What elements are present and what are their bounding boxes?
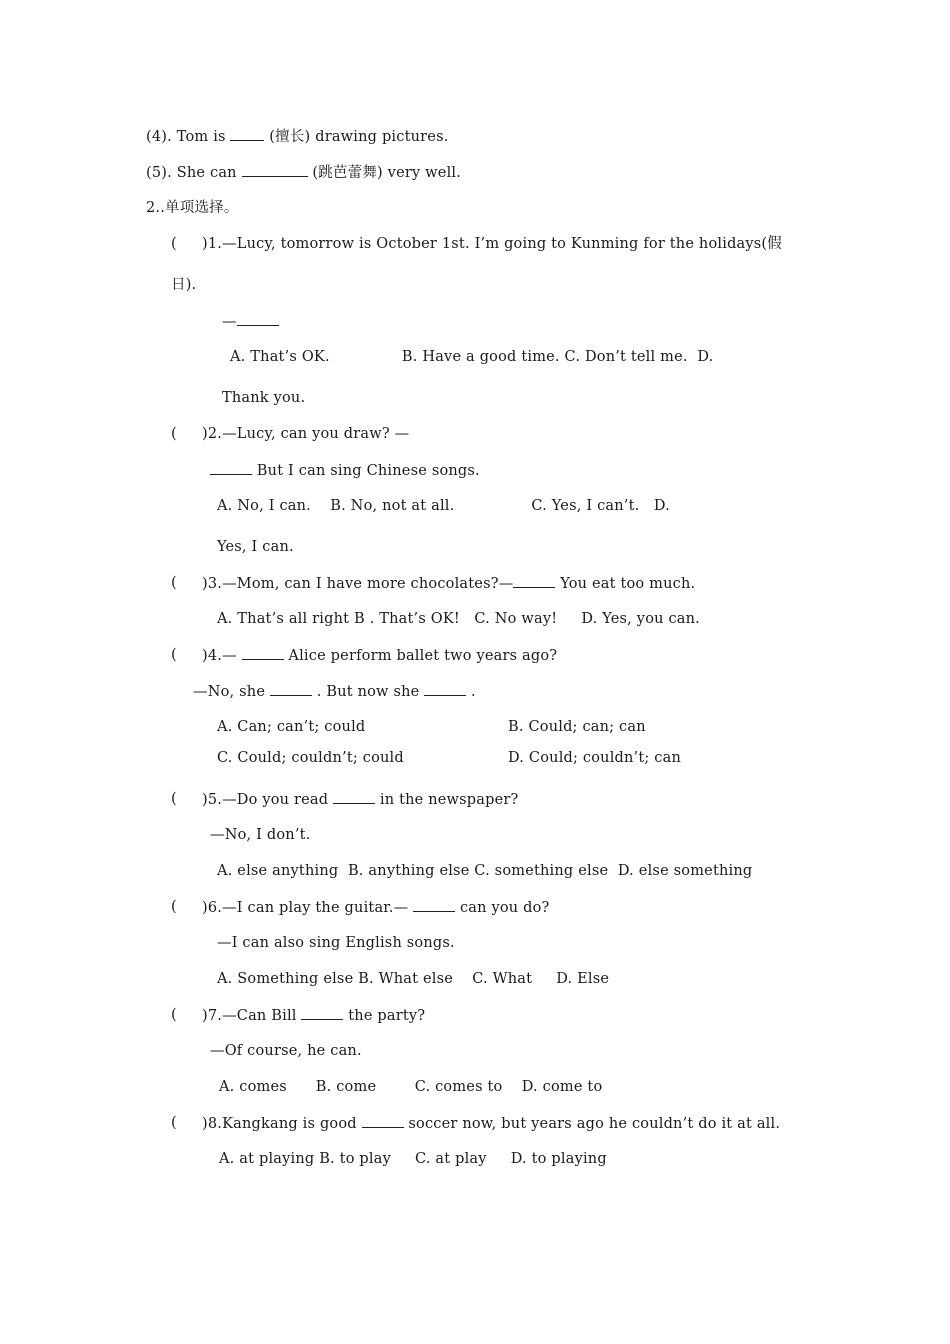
question-6-stem: [202, 897, 550, 918]
stem-text: )6.—I can play the guitar.—: [202, 900, 414, 916]
reply-text: . But now she: [311, 684, 425, 700]
stem-text: )8.Kangkang is good: [202, 1116, 362, 1132]
question-1-answer-line: [222, 311, 279, 332]
question-1-stem: )1.—Lucy, tomorrow is October 1st. I’m going to Kunming for the holidays(假: [202, 236, 782, 252]
question-2-stem-cont: [210, 460, 480, 481]
stem-text: )4.—: [202, 648, 242, 664]
stem-text: soccer now, but years ago he couldn’t do it at all.: [403, 1116, 781, 1132]
question-4-option-b: B. Could; can; can: [508, 719, 646, 735]
fill-in-line-4: [146, 126, 449, 147]
stem-text: the party?: [343, 1008, 426, 1024]
answer-paren[interactable]: (: [171, 426, 177, 442]
fill-in-text: (跳芭蕾舞) very well.: [307, 165, 462, 181]
answer-blank[interactable]: [242, 162, 308, 177]
stem-text: )5.—Do you read: [202, 792, 334, 808]
question-2-options-cont: Yes, I can.: [217, 539, 294, 555]
question-3-options: A. That’s all right B . That’s OK! C. No way! D. Yes, you can.: [217, 611, 700, 627]
question-4-option-a: A. Can; can’t; could: [217, 719, 366, 735]
answer-blank[interactable]: [362, 1113, 404, 1128]
question-7-options: A. comes B. come C. comes to D. come to: [219, 1079, 603, 1095]
answer-blank[interactable]: [513, 573, 555, 588]
stem-text: You eat too much.: [555, 576, 696, 592]
answer-blank[interactable]: [413, 897, 455, 912]
stem-text: in the newspaper?: [375, 792, 519, 808]
question-2-stem: )2.—Lucy, can you draw? —: [202, 426, 410, 442]
answer-blank[interactable]: [333, 789, 375, 804]
question-5-stem: [202, 789, 519, 810]
answer-paren[interactable]: (: [171, 899, 177, 915]
answer-paren[interactable]: (: [171, 1115, 177, 1131]
question-3-stem: [202, 573, 695, 594]
dash: —: [222, 314, 237, 330]
question-8-options: A. at playing B. to play C. at play D. to playing: [219, 1151, 607, 1167]
question-4-option-c: C. Could; couldn’t; could: [217, 750, 404, 766]
question-2-options: A. No, I can. B. No, not at all. C. Yes, I can’t. D.: [217, 498, 670, 514]
fill-in-line-5: [146, 162, 461, 183]
question-7-reply: —Of course, he can.: [210, 1043, 362, 1059]
question-7-stem: [202, 1005, 425, 1026]
question-1-stem-cont: 日).: [171, 277, 197, 293]
fill-in-text: (5). She can: [146, 165, 242, 181]
question-5-reply: —No, I don’t.: [210, 827, 311, 843]
question-5-options: A. else anything B. anything else C. something else D. else something: [217, 863, 753, 879]
stem-text: But I can sing Chinese songs.: [252, 463, 480, 479]
question-6-options: A. Something else B. What else C. What D. Else: [217, 971, 610, 987]
answer-blank[interactable]: [210, 460, 252, 475]
stem-text: Alice perform ballet two years ago?: [283, 648, 558, 664]
answer-paren[interactable]: (: [171, 647, 177, 663]
stem-text: can you do?: [455, 900, 550, 916]
fill-in-text: (4). Tom is: [146, 129, 231, 145]
reply-text: .: [466, 684, 476, 700]
answer-paren[interactable]: (: [171, 791, 177, 807]
question-4-reply: [193, 681, 476, 702]
answer-blank[interactable]: [270, 681, 312, 696]
answer-paren[interactable]: (: [171, 575, 177, 591]
question-1-options: A. That’s OK. B. Have a good time. C. Don’t tell me. D.: [230, 349, 714, 365]
fill-in-text: (擅长) drawing pictures.: [264, 129, 449, 145]
question-1-options-cont: Thank you.: [222, 390, 306, 406]
stem-text: )7.—Can Bill: [202, 1008, 302, 1024]
answer-blank[interactable]: [301, 1005, 343, 1020]
answer-blank[interactable]: [424, 681, 466, 696]
answer-paren[interactable]: (: [171, 236, 177, 252]
stem-text: )3.—Mom, can I have more chocolates?—: [202, 576, 514, 592]
answer-blank[interactable]: [237, 311, 279, 326]
question-6-reply: —I can also sing English songs.: [217, 935, 455, 951]
question-4-option-d: D. Could; couldn’t; can: [508, 750, 681, 766]
question-8-stem: [202, 1113, 780, 1134]
section-title: 2..单项选择。: [146, 200, 239, 216]
answer-blank[interactable]: [230, 126, 264, 141]
answer-paren[interactable]: (: [171, 1007, 177, 1023]
question-4-stem: [202, 645, 557, 666]
answer-blank[interactable]: [242, 645, 284, 660]
reply-text: —No, she: [193, 684, 270, 700]
